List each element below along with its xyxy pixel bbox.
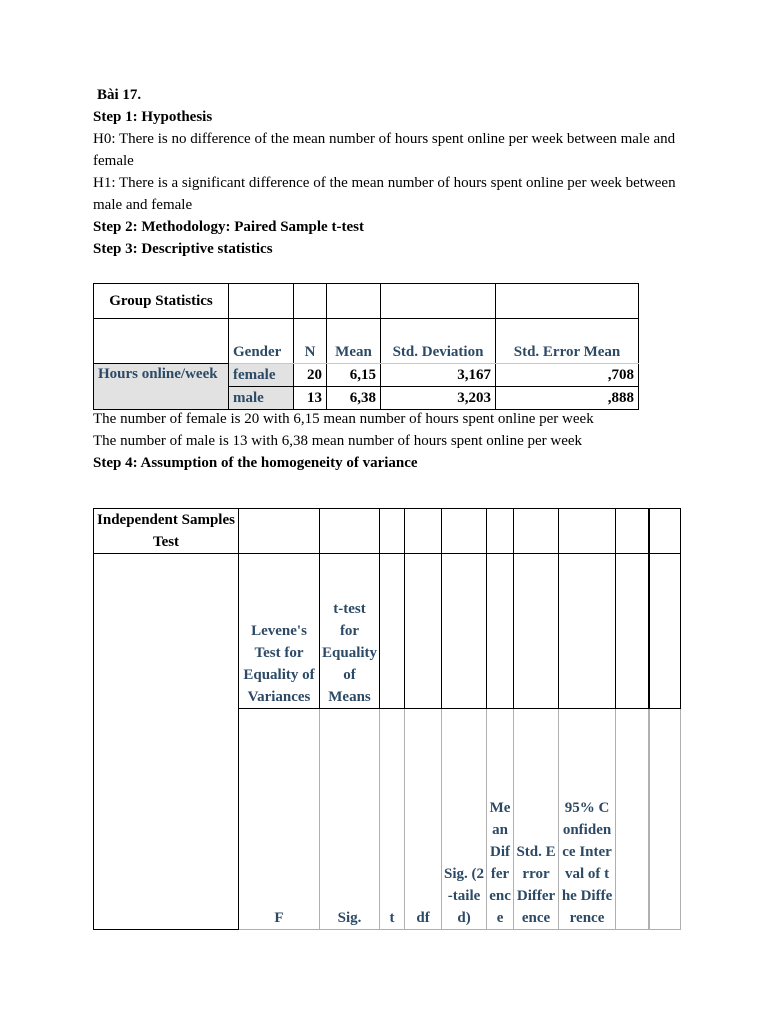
sem-male: ,888 (496, 387, 639, 410)
female-summary: The number of female is 20 with 6,15 mean number of hours spent online per week (93, 411, 594, 427)
step2-heading: Step 2: Methodology: Paired Sample t-test (93, 219, 364, 235)
step4-heading: Step 4: Assumption of the homogeneity of variance (93, 455, 418, 471)
group-statistics-table (93, 283, 639, 410)
col-header-mean: Mean (327, 319, 381, 364)
col-header-sig-2tailed: Sig. (2-tailed) (442, 709, 487, 930)
indep-test-caption: Independent Samples Test (94, 509, 239, 554)
n-male: 13 (294, 387, 327, 410)
std-female: 3,167 (381, 364, 496, 387)
gender-female: female (229, 364, 294, 387)
ttest-header: t-test for Equality of Means (320, 554, 380, 709)
document-body (93, 84, 693, 260)
col-header-mean-difference: Mean Difference (487, 709, 514, 930)
col-header-sig: Sig. (320, 709, 380, 930)
independent-samples-table (93, 508, 681, 930)
std-male: 3,203 (381, 387, 496, 410)
hypothesis-h1: H1: There is a significant difference of the mean number of hours spent online per week between male and female (93, 175, 676, 213)
col-header-confidence-interval: 95% Confidence Interval of the Difference (559, 709, 616, 930)
summary-text (93, 408, 594, 474)
col-header-df: df (405, 709, 442, 930)
row-label-hours: Hours online/week (94, 364, 229, 410)
col-header-t: t (380, 709, 405, 930)
levene-header: Levene's Test for Equality of Variances (239, 554, 320, 709)
step3-heading: Step 3: Descriptive statistics (93, 241, 273, 257)
mean-female: 6,15 (327, 364, 381, 387)
group-stats-caption: Group Statistics (94, 284, 229, 319)
male-summary: The number of male is 13 with 6,38 mean number of hours spent online per week (93, 433, 583, 449)
col-header-std-error-difference: Std. Error Difference (514, 709, 559, 930)
col-header-n: N (294, 319, 327, 364)
col-header-std-deviation: Std. Deviation (381, 319, 496, 364)
mean-male: 6,38 (327, 387, 381, 410)
exercise-title: Bài 17. (97, 87, 142, 103)
step1-heading: Step 1: Hypothesis (93, 109, 213, 125)
gender-male: male (229, 387, 294, 410)
col-header-f: F (239, 709, 320, 930)
sem-female: ,708 (496, 364, 639, 387)
col-header-std-error-mean: Std. Error Mean (496, 319, 639, 364)
hypothesis-h0: H0: There is no difference of the mean number of hours spent online per week between male and female (93, 131, 676, 169)
col-header-gender: Gender (229, 319, 294, 364)
n-female: 20 (294, 364, 327, 387)
